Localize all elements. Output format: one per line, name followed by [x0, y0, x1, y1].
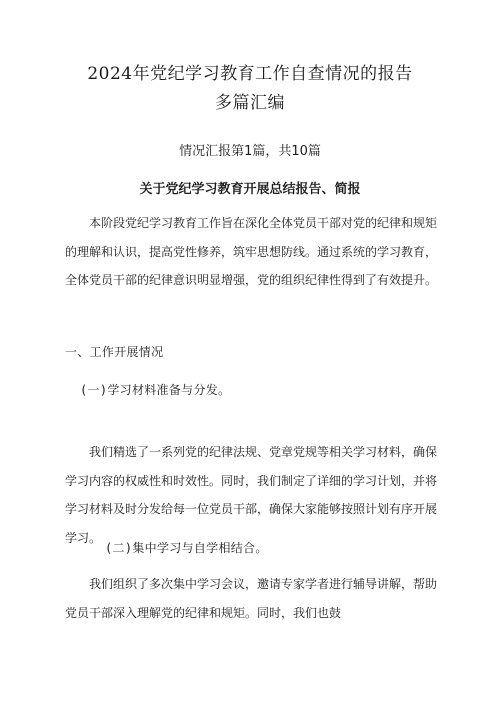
intro-paragraph: 本阶段党纪学习教育工作旨在深化全体党员干部对党的纪律和规矩的理解和认识，提高党性修养，筑牢思想防线。通过系统的学习教育，全体党员干部的纪律意识明显增强，党的组织纪律性得到了有效提升。 — [65, 216, 438, 287]
report-title: 关于党纪学习教育开展总结报告、简报 — [139, 182, 361, 197]
section-heading-work-status: 一、工作开展情况 — [65, 345, 164, 359]
study-mode-paragraph: 我们组织了多次集中学习会议，邀请专家学者进行辅导讲解，帮助党员干部深入理解党的纪律和规矩。同时，我们也鼓 — [65, 577, 438, 620]
document-title: 2024年党纪学习教育工作自查情况的报告 — [87, 64, 413, 84]
materials-paragraph: 我们精选了一系列党的纪律法规、党章党规等相关学习材料，确保学习内容的权威性和时效性。同时，我们制定了详细的学习计划，并将学习材料及时分发给每一位党员干部，确保大家能够按照计划有序开展学习。 — [65, 445, 438, 545]
subsection-heading-materials: (一)学习材料准备与分发。 — [80, 383, 231, 397]
subsection-heading-study-mode: (二)集中学习与自学相结合。 — [105, 541, 268, 555]
report-index-subtitle: 情况汇报第1篇，共10篇 — [179, 144, 321, 159]
document-title-continued: 多篇汇编 — [215, 93, 285, 113]
